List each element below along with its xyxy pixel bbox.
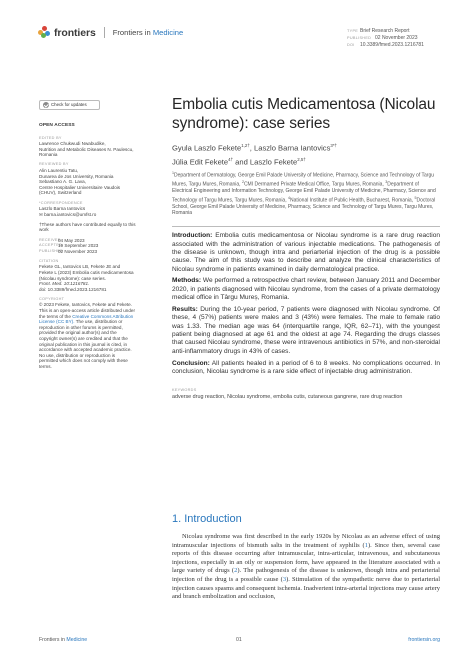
article-dates: RECEIVED 04 May 2023 ACCEPTED 19 September 2023 PUBLISHED 02 November 2023 bbox=[39, 237, 99, 254]
citation-link[interactable]: 2 bbox=[234, 567, 238, 575]
open-access-label: OPEN ACCESS bbox=[39, 123, 75, 128]
introduction-section bbox=[172, 513, 440, 602]
abstract-results: Results: During the 10-year period, 7 patients were diagnosed with Nicolau syndrome. Of these, 4 (57%) patients were males and 3 (43%) were females. The male to female ratio was 1.33. The median age was 64 (interquartile range, IQR, 62–71), with the youngest patient being diagnosed at age 61 and the oldest at age 74. Regarding the drugs classes that caused Nicolau syndrome, these were intravenous antibiotics in 57%, and non-steroidal anti-inflammatory drugs in 43% of cases. bbox=[172, 306, 440, 355]
edited-by: EDITED BY Lawrence Chukwudi Nwabudike, Nutrition and Metabolic Diseases N. Paulescu, Romania bbox=[39, 135, 134, 158]
footer-journal: Frontiers in Medicine bbox=[39, 637, 88, 643]
section-heading: 1. Introduction bbox=[172, 513, 242, 525]
logo-divider bbox=[104, 27, 105, 38]
doi-label: DOI bbox=[347, 43, 355, 47]
type-value: Brief Research Report bbox=[360, 28, 410, 34]
author-3[interactable]: Júlia Edit Fekete bbox=[172, 157, 229, 167]
author-2[interactable]: , Laszlo Barna Iantovics bbox=[249, 143, 331, 153]
citation: CITATION Fekete GL, Iantovics LB, Fekete JE and Fekete L (2023) Embolia cutis medicamentosa (Nicolau syndrome): case series. Front. Med. 10:1216781. doi: 10.3389/fmed.2023.1216781 bbox=[39, 258, 134, 292]
sidebar bbox=[39, 100, 139, 374]
journal-logo[interactable] bbox=[38, 26, 183, 39]
article-meta bbox=[347, 28, 424, 49]
page-number: 01 bbox=[236, 637, 242, 643]
affiliations: $^1$Department of Dermatology, George Emil Palade University of Medicine, Pharmacy, Science and Technology of Targu Mures, Targu Mures, Romania, $^2$CMI Dermamed Private Medical Office, Targu Mures, Romania, $^3$Department of Electrical Engineering and Information Technology, George Emil Palade University of Medicine, Pharmacy, Science and Technology of Targu Mures, Targu Mures, Romania, $^4$National Institute of Public Health, Bucharest, Romania, $^5$Doctoral School, George Emil Palade University of Medicine, Pharmacy, Science and Technology of Targu Mures, Targu Mures, Romania bbox=[172, 171, 436, 217]
published-label: PUBLISHED bbox=[347, 36, 372, 40]
brand-name: frontiers bbox=[54, 26, 96, 39]
abstract-introduction: Introduction: Embolia cutis medicamentosa or Nicolau syndrome is a rare drug reaction associated with the administration of various injectable medications. The pathogenesis of the disease is unknown, though intra and periarterial injection of the drug is a possible cause. The aim of this study was to describe and analyze the clinical characteristics of Nicolau syndrome in patients examined in daily dermatological practice. bbox=[172, 232, 440, 273]
abstract-methods: Methods: We performed a retrospective chart review, between January 2011 and December 2020, in patients diagnosed with Nicolau syndrome, from the cases of a private dermatology medical office in Târgu Mureș, Romania. bbox=[172, 277, 440, 302]
journal-name: Frontiers in Medicine bbox=[112, 28, 184, 37]
correspondence-email[interactable]: ✉ barna.iantovics@umfst.ro bbox=[39, 211, 97, 217]
frontiers-logo-icon bbox=[38, 26, 51, 39]
check-updates-button[interactable]: Check for updates bbox=[39, 100, 100, 110]
abstract bbox=[172, 232, 440, 376]
check-icon bbox=[43, 102, 49, 108]
author-4[interactable]: and Laszlo Fekete bbox=[233, 157, 298, 167]
citation-link[interactable]: 3 bbox=[282, 575, 287, 583]
abstract-conclusion: Conclusion: All patients healed in a period of 6 to 8 weeks. No complications occurred. In conclusion, Nicolau syndrome is a rare side effect of injectable drug administration. bbox=[172, 359, 440, 376]
equal-contribution-note: †These authors have contributed equally to this work bbox=[39, 221, 136, 233]
type-label: TYPE bbox=[347, 29, 359, 33]
intro-paragraph: Nicolau syndrome was first described in the early 1920s by Nicolau as an adverse effect of using intramuscular injections of bismuth salts in the treatment of syphilis (1). Since then, several case reports of this disease occurring after intramuscular, intra-articular, intravenous, and subcutaneous injections, especially in an oily or suspension form, have appeared in the literature associated with a large variety of drugs (2). The pathogenesis of the disease is unknown, though intra and periarterial injection of the drug is a possible cause (3). Stimulation of the sympathetic nerve due to periarterial injection causes spasms and consequent ischemia. Inadvertent intra-arterial injections may cause artery and branch embolization and occlusion, bbox=[172, 533, 440, 601]
reviewed-by: REVIEWED BY Alin Laurentiu Tatu, Dunarea de Jos University, Romania Sebastiano A. G. Lava, Centre Hospitalier Universitaire Vaudois (CHUV), Switzerland bbox=[39, 162, 121, 196]
copyright: COPYRIGHT © 2023 Fekete, Iantovics, Fekete and Fekete. This is an open-access article distributed under the terms of the Creative Commons Attribution License (CC BY). The use, distribution or reproduction in other forums is permitted, provided the original author(s) and the copyright owner(s) are credited and that the original publication in this journal is cited, in accordance with accepted academic practice. No use, distribution or reproduction is permitted which does not comply with these terms. bbox=[39, 296, 136, 369]
cc-license-link-2[interactable]: License (CC BY). bbox=[39, 319, 75, 325]
published-value: 02 November 2023 bbox=[375, 35, 418, 41]
article-main bbox=[172, 96, 440, 402]
keywords: adverse drug reaction, Nicolau syndrome, embolia cutis, cutaneous gangrene, rare drug reaction bbox=[172, 394, 403, 401]
abstract-divider bbox=[172, 226, 440, 227]
author-list: Gyula Laszlo Fekete$^{1,2\dagger}$, Laszlo Barna Iantovics$^{3*\dagger}$ Júlia Edit Fekete$^{4\dagger}$ and Laszlo Fekete$^{2,5\dagger}$ bbox=[172, 143, 337, 167]
article-title: Embolia cutis Medicamentosa (Nicolau syndrome): case series bbox=[172, 96, 436, 132]
keywords-label: KEYWORDS bbox=[172, 388, 197, 393]
doi-value[interactable]: 10.3389/fmed.2023.1216781 bbox=[360, 42, 424, 48]
correspondence: *CORRESPONDENCE Laszlo Barna Iantovics ✉ barna.iantovics@umfst.ro bbox=[39, 201, 139, 218]
author-1[interactable]: Gyula Laszlo Fekete bbox=[172, 143, 242, 153]
cc-license-link[interactable]: Creative Commons Attribution bbox=[72, 313, 134, 319]
citation-link[interactable]: 1 bbox=[364, 541, 368, 549]
footer-site-link[interactable]: frontiersin.org bbox=[408, 637, 440, 643]
